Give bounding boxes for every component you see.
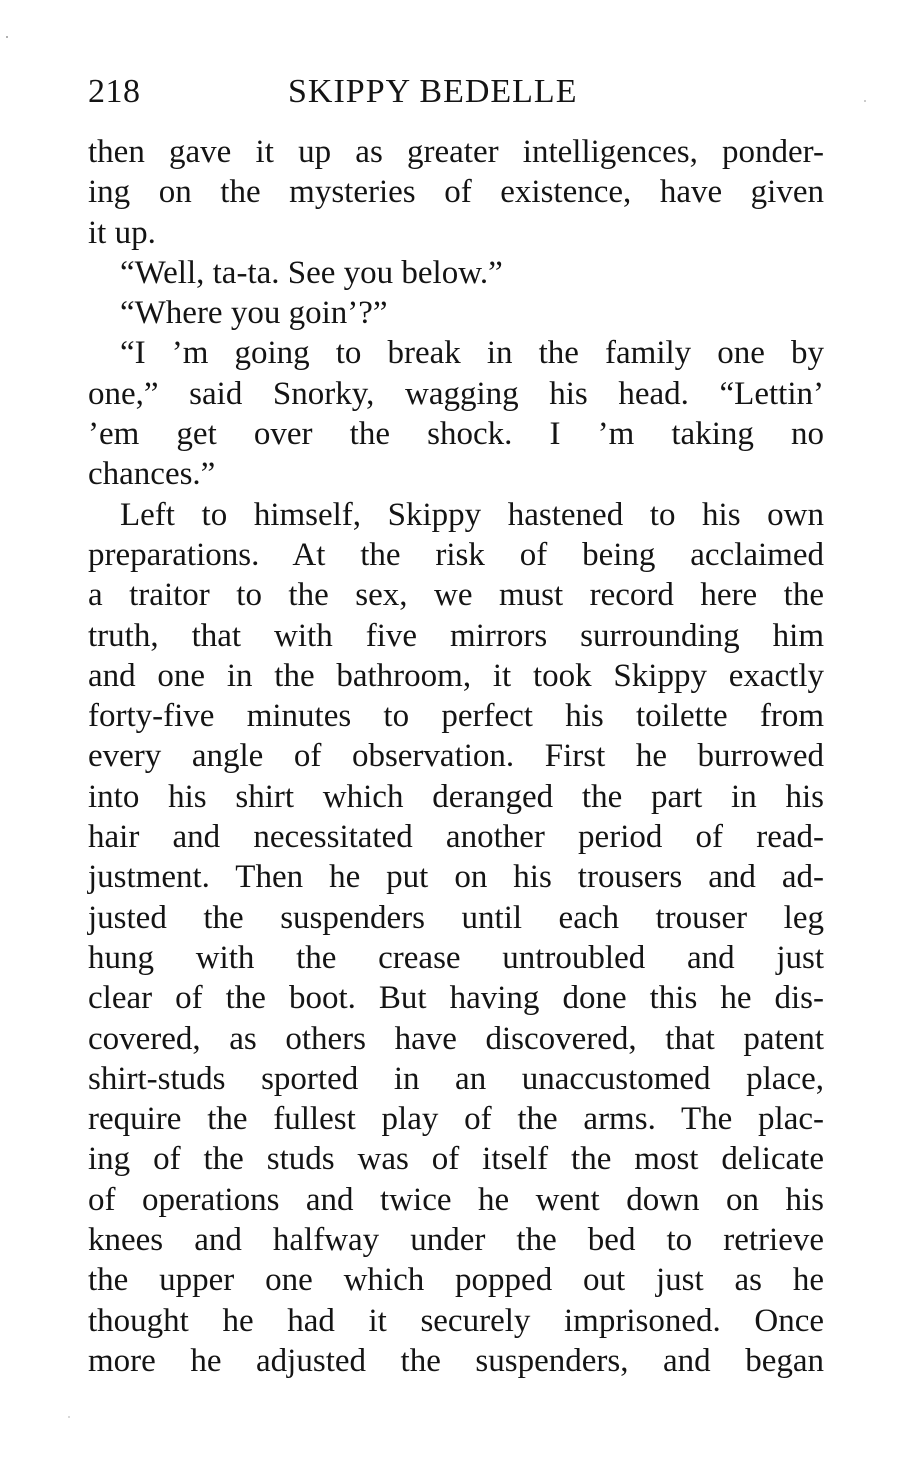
text-line: and one in the bathroom, it took Skippy exactly	[88, 657, 824, 694]
text-line: clear of the boot. But having done this he dis-	[88, 980, 824, 1017]
text-line: covered, as others have discovered, that patent	[88, 1020, 824, 1057]
text-line: truth, that with five mirrors surrounding him	[88, 617, 824, 654]
text-line: more he adjusted the suspenders, and began	[88, 1342, 824, 1379]
text-line: preparations. At the risk of being acclaimed	[88, 536, 824, 573]
text-line: it up.	[88, 214, 156, 251]
text-line: Left to himself, Skippy hastened to his own	[120, 496, 824, 533]
text-line: into his shirt which deranged the part in his	[88, 778, 824, 815]
text-line: the upper one which popped out just as he	[88, 1262, 824, 1299]
text-line: “Well, ta-ta. See you below.”	[120, 254, 503, 291]
text-line: “Where you goin’?”	[120, 295, 388, 332]
text-line: chances.”	[88, 456, 216, 493]
text-line: then gave it up as greater intelligences, ponder-	[88, 134, 824, 170]
paragraph	[88, 253, 824, 293]
book-page	[88, 70, 824, 1381]
book-title: SKIPPY BEDELLE	[288, 73, 578, 110]
paragraph	[88, 495, 824, 1382]
text-line: a traitor to the sex, we must record here the	[88, 577, 824, 614]
text-line: require the fullest play of the arms. The plac-	[88, 1101, 824, 1138]
text-line: shirt-studs sported in an unaccustomed place,	[88, 1060, 824, 1097]
text-line: forty-five minutes to perfect his toilette from	[88, 698, 824, 735]
page-number: 218	[88, 73, 141, 110]
text-line: ’em get over the shock. I ’m taking no	[88, 416, 824, 453]
text-line: of operations and twice he went down on his	[88, 1181, 824, 1218]
text-line: “I ’m going to break in the family one by	[120, 335, 824, 372]
scan-speck	[68, 1416, 70, 1418]
paragraph	[88, 293, 824, 333]
paragraph	[88, 132, 824, 253]
text-line: every angle of observation. First he burrowed	[88, 738, 824, 775]
text-line: justment. Then he put on his trousers and ad-	[88, 859, 824, 896]
running-head	[88, 70, 824, 114]
text-line: thought he had it securely imprisoned. Once	[88, 1302, 824, 1339]
text-line: hair and necessitated another period of read-	[88, 819, 824, 856]
scan-speck	[6, 36, 8, 38]
text-line: ing on the mysteries of existence, have given	[88, 174, 824, 211]
scan-speck	[864, 100, 866, 102]
text-line: knees and halfway under the bed to retrieve	[88, 1222, 824, 1259]
paragraph	[88, 333, 824, 494]
body-text	[88, 132, 824, 1381]
text-line: ing of the studs was of itself the most delicate	[88, 1141, 824, 1178]
text-line: hung with the crease untroubled and just	[88, 939, 824, 976]
text-line: justed the suspenders until each trouser leg	[88, 899, 824, 936]
text-line: one,” said Snorky, wagging his head. “Lettin’	[88, 375, 824, 412]
